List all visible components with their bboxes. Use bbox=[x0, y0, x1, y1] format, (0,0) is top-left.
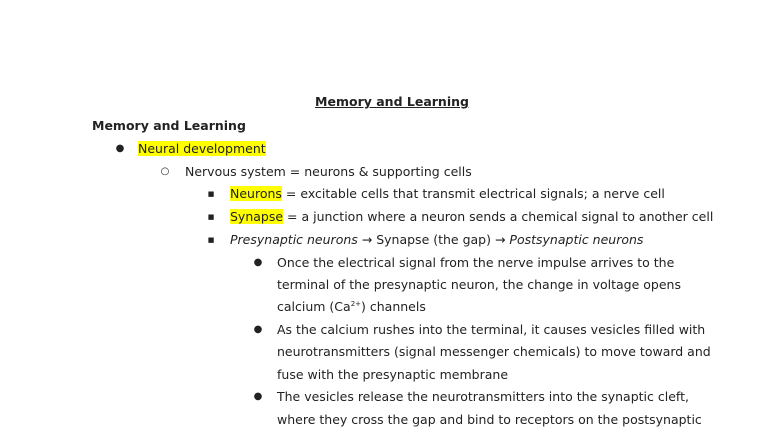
list-item-paragraph-line bbox=[277, 298, 426, 316]
flow-text: → Synapse (the gap) → bbox=[357, 232, 510, 247]
bullet-circle-icon: ○ bbox=[160, 166, 170, 177]
text-fragment: calcium (Ca bbox=[277, 299, 351, 314]
bullet-disc-icon: ● bbox=[253, 257, 263, 268]
list-item-paragraph-line: terminal of the presynaptic neuron, the change in voltage opens bbox=[277, 277, 681, 292]
highlighted-term: Neural development bbox=[138, 141, 266, 156]
bullet-square-icon: ■ bbox=[207, 213, 215, 221]
list-item-synaptic-flow bbox=[230, 231, 643, 249]
list-item-synapse bbox=[230, 208, 713, 226]
definition-text: = a junction where a neuron sends a chemical signal to another cell bbox=[283, 209, 714, 224]
highlighted-term: Synapse bbox=[230, 209, 284, 224]
list-item-paragraph-line: fuse with the presynaptic membrane bbox=[277, 367, 509, 382]
bullet-square-icon: ■ bbox=[207, 236, 215, 244]
italic-term: Presynaptic neurons bbox=[230, 232, 358, 247]
italic-term: Postsynaptic neurons bbox=[509, 232, 644, 247]
list-item-neural-development bbox=[138, 140, 266, 158]
list-item-paragraph-line: As the calcium rushes into the terminal, it causes vesicles filled with bbox=[277, 322, 706, 337]
list-item-nervous-system: Nervous system = neurons & supporting cells bbox=[185, 164, 472, 179]
list-item-paragraph-line: Once the electrical signal from the nerve impulse arrives to the bbox=[277, 255, 675, 270]
bullet-square-icon: ■ bbox=[207, 190, 215, 198]
bullet-disc-icon: ● bbox=[253, 391, 263, 402]
list-item-neurons bbox=[230, 185, 665, 203]
superscript-charge: 2+ bbox=[350, 299, 362, 308]
list-item-paragraph-line: where they cross the gap and bind to receptors on the postsynaptic bbox=[277, 412, 702, 427]
bullet-disc-icon: ● bbox=[115, 143, 125, 154]
list-item-paragraph-line: The vesicles release the neurotransmitters into the synaptic cleft, bbox=[277, 389, 689, 404]
section-heading: Memory and Learning bbox=[92, 118, 246, 133]
list-item-paragraph-line: neurotransmitters (signal messenger chemicals) to move toward and bbox=[277, 344, 711, 359]
text-fragment: ) channels bbox=[361, 299, 426, 314]
bullet-disc-icon: ● bbox=[253, 324, 263, 335]
document-title: Memory and Learning bbox=[315, 94, 469, 109]
definition-text: = excitable cells that transmit electrical signals; a nerve cell bbox=[281, 186, 665, 201]
highlighted-term: Neurons bbox=[230, 186, 282, 201]
